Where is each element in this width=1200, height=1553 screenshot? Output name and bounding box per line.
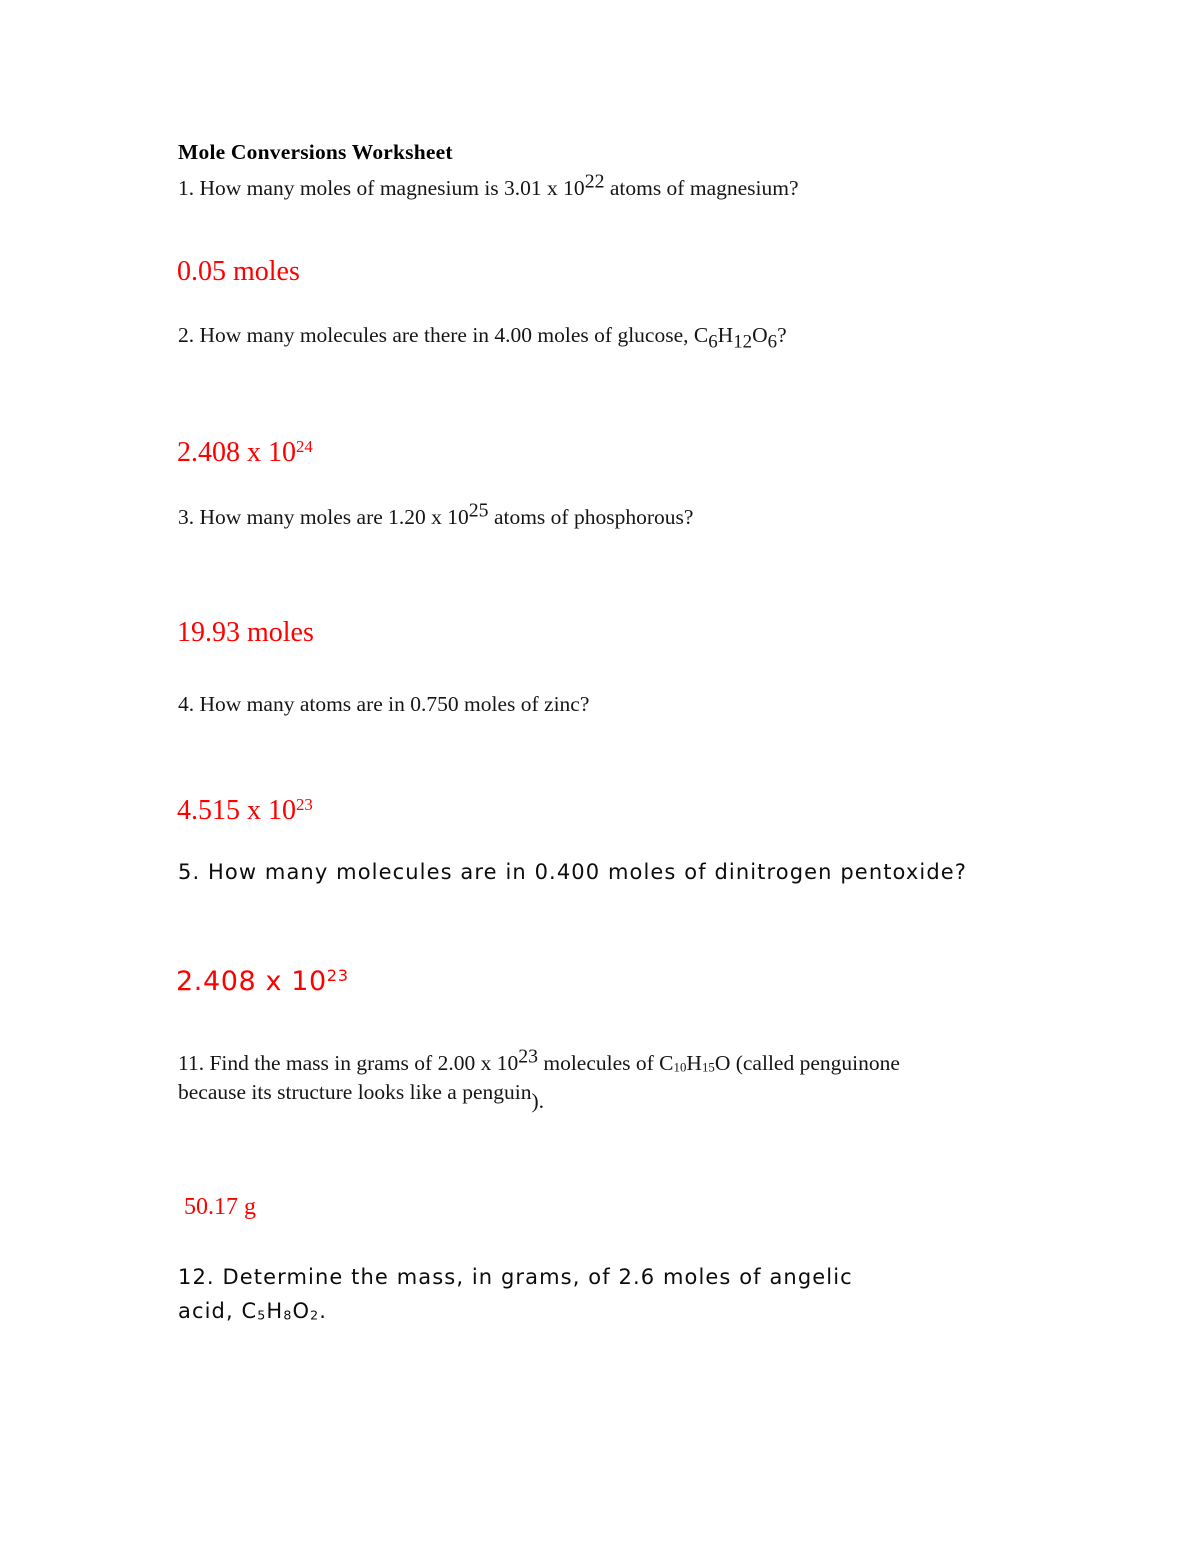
question-4: 4. How many atoms are in 0.750 moles of zinc? <box>178 692 590 716</box>
answer-4: 4.515 x $10^{23}$ <box>177 794 313 826</box>
question-1: 1. How many moles of magnesium is 3.01 x 1022 atoms of magnesium? <box>178 170 799 200</box>
worksheet-title: Mole Conversions Worksheet <box>178 140 453 164</box>
question-12: 12. Determine the mass, in grams, of 2.6 moles of angelic acid, C5H8O2. <box>178 1265 853 1323</box>
answer-1: 0.05 moles <box>177 256 300 287</box>
answer-5: 2.408 x $10^{23}$ <box>176 966 349 997</box>
question-2: 2. How many molecules are there in 4.00 moles of glucose, C6H12O6? <box>178 323 787 353</box>
question-5: 5. How many molecules are in 0.400 moles of dinitrogen pentoxide? <box>178 860 968 884</box>
question-11: 11. Find the mass in grams of 2.00 x 1023 molecules of C10H15O (called penguinone because its structure looks like a penguin). <box>178 1045 900 1114</box>
answer-11: 50.17 g <box>184 1194 256 1220</box>
question-3: 3. How many moles are 1.20 x 1025 atoms of phosphorous? <box>178 499 694 529</box>
answer-2: 2.408 x $10^{24}$ <box>177 436 313 468</box>
answer-3: 19.93 moles <box>177 617 314 648</box>
